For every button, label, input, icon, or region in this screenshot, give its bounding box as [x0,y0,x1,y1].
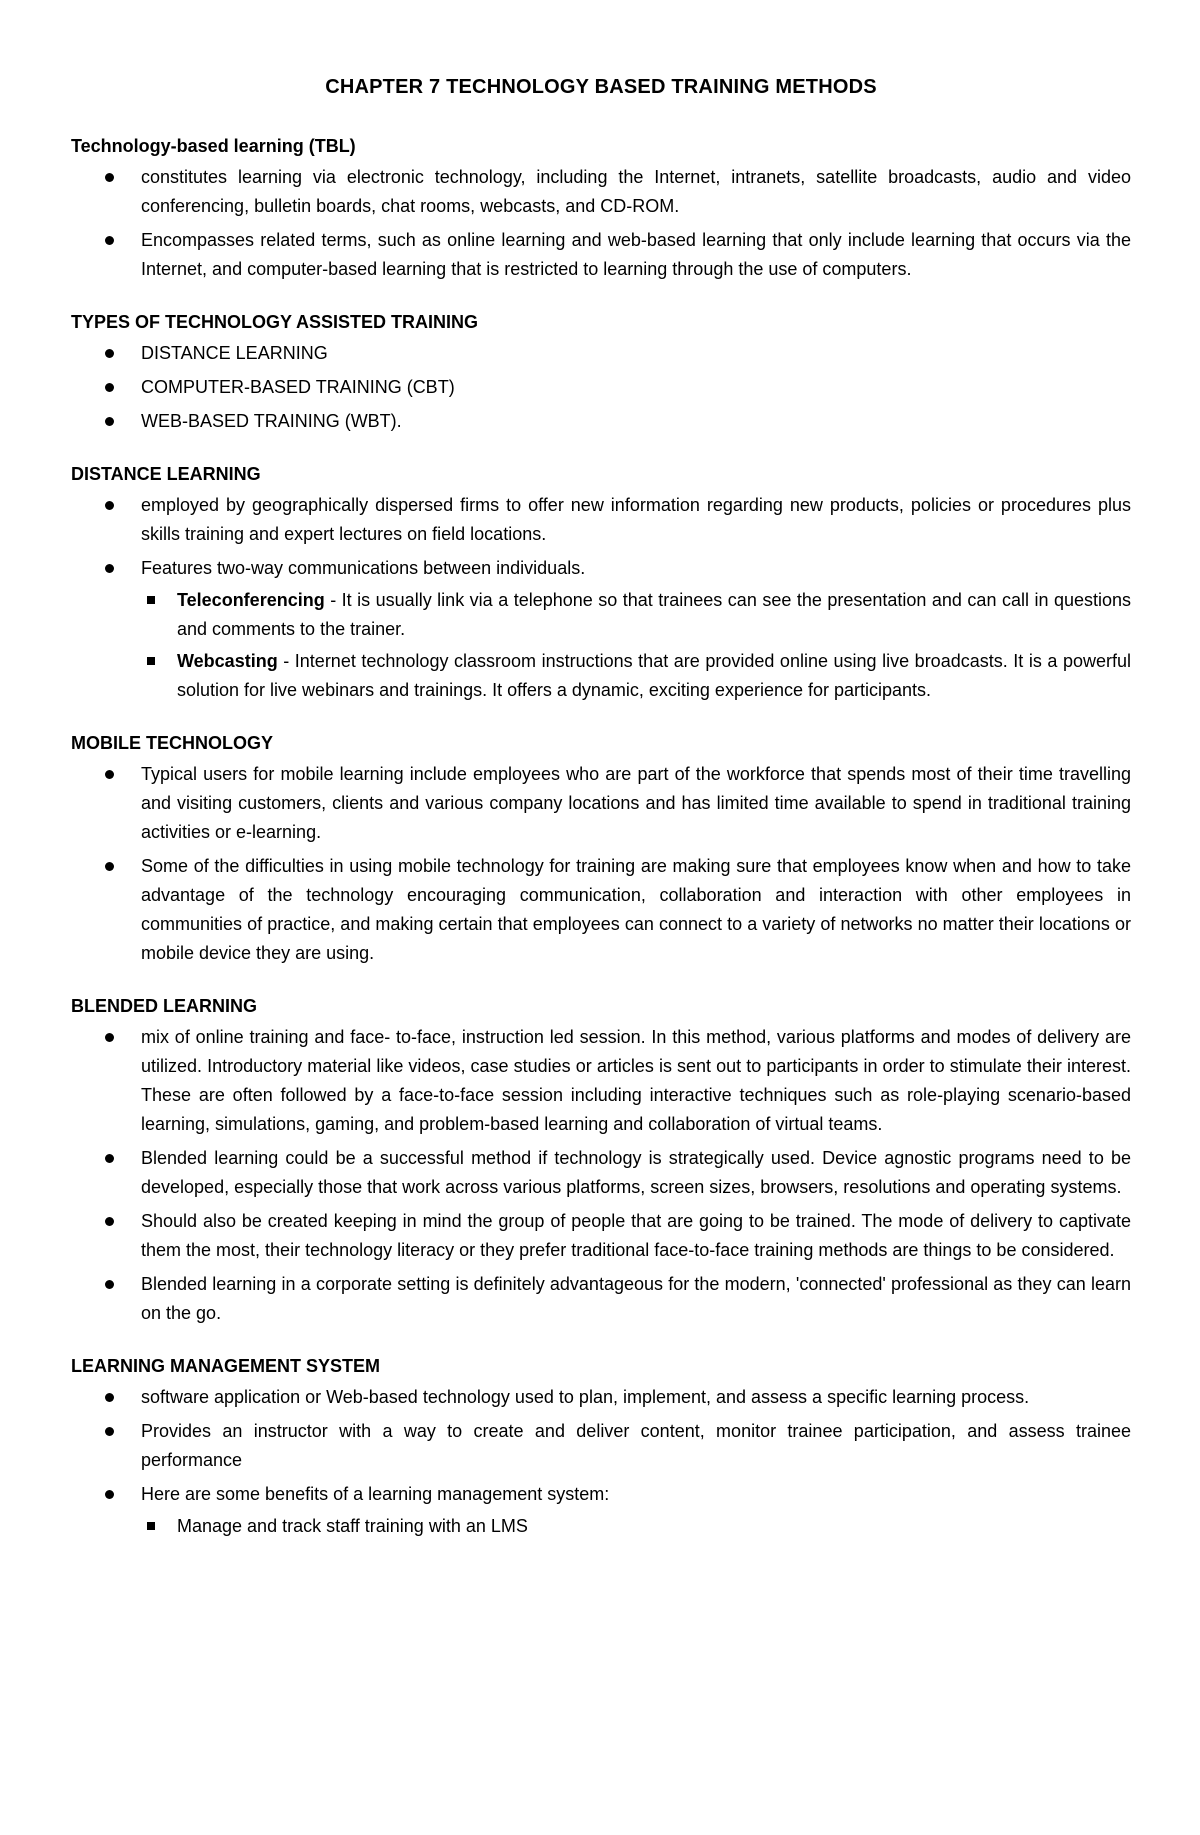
list-item: Blended learning could be a successful method if technology is strategically used. Device agnostic programs need to be developed, especially those that work across various platforms, screen sizes, browsers, resolutions and operating systems. [71,1144,1131,1202]
bullet-icon [105,173,114,182]
section-distance-learning [71,464,1131,705]
square-bullet-icon [147,657,155,665]
list-item: software application or Web-based technology used to plan, implement, and assess a specific learning process. [71,1383,1131,1412]
section-heading: LEARNING MANAGEMENT SYSTEM [71,1356,381,1376]
bullet-list [71,1383,1131,1541]
list-item: constitutes learning via electronic technology, including the Internet, intranets, satellite broadcasts, audio and video conferencing, bulletin boards, chat rooms, webcasts, and CD-ROM. [71,163,1131,221]
list-item: WEB-BASED TRAINING (WBT). [71,407,1131,436]
bullet-list [71,1023,1131,1328]
list-item: Here are some benefits of a learning management system: Manage and track staff training with an LMS [71,1480,1131,1541]
list-item: Provides an instructor with a way to create and deliver content, monitor trainee participation, and assess trainee performance [71,1417,1131,1475]
sub-bullet-list [141,586,1131,705]
list-item: Encompasses related terms, such as online learning and web-based learning that only include learning that occurs via the Internet, and computer-based learning that is restricted to learning through the use of computers. [71,226,1131,284]
bullet-icon [105,1427,114,1436]
sub-bullet-list [141,1512,1131,1541]
list-item: Some of the difficulties in using mobile technology for training are making sure that employees know when and how to take advantage of the technology encouraging communication, collaboration and interaction with other employees in communities of practice, and making certain that employees can connect to a variety of networks no matter their locations or mobile device they are using. [71,852,1131,968]
bullet-icon [105,349,114,358]
bullet-list [71,491,1131,705]
bullet-icon [105,417,114,426]
section-heading: Technology-based learning (TBL) [71,136,356,156]
square-bullet-icon [147,596,155,604]
bullet-list [71,760,1131,968]
sub-list-item: Webcasting - Internet technology classroom instructions that are provided online using live broadcasts. It is a powerful solution for live webinars and trainings. It offers a dynamic, exciting experience for participants. [141,647,1131,705]
list-item: Blended learning in a corporate setting is definitely advantageous for the modern, 'connected' professional as they can learn on the go. [71,1270,1131,1328]
section-heading: BLENDED LEARNING [71,996,258,1016]
page-title: CHAPTER 7 TECHNOLOGY BASED TRAINING METHODS [325,76,877,98]
list-item: Typical users for mobile learning include employees who are part of the workforce that spends most of their time travelling and visiting customers, clients and various company locations and has limited time available to spend in traditional training activities or e-learning. [71,760,1131,847]
bullet-icon [105,1393,114,1402]
document-page [71,70,1131,1569]
section-heading: MOBILE TECHNOLOGY [71,733,273,753]
bullet-icon [105,236,114,245]
list-item: Should also be created keeping in mind the group of people that are going to be trained. The mode of delivery to captivate them the most, their technology literacy or they prefer traditional face-to-face training methods are things to be considered. [71,1207,1131,1265]
bullet-icon [105,383,114,392]
list-item: Features two-way communications between individuals. Teleconferencing - It is usually link via a telephone so that trainees can see the presentation and can call in questions and comments to the trainer. Webcasting - Internet technology classroom instructions that are provided online using live broadcasts. It is a powerful solution for live webinars and trainings. It offers a dynamic, exciting experience for participants. [71,554,1131,705]
section-blended-learning [71,996,1131,1328]
bullet-icon [105,1280,114,1289]
sub-list-item: Teleconferencing - It is usually link via a telephone so that trainees can see the presentation and can call in questions and comments to the trainer. [141,586,1131,644]
bullet-icon [105,564,114,573]
list-item: DISTANCE LEARNING [71,339,1131,368]
square-bullet-icon [147,1522,155,1530]
bullet-list [71,163,1131,284]
bullet-icon [105,1033,114,1042]
section-types [71,312,1131,436]
bullet-list [71,339,1131,436]
sub-list-item: Manage and track staff training with an LMS [141,1512,1131,1541]
bullet-icon [105,770,114,779]
bullet-icon [105,1217,114,1226]
bullet-icon [105,1490,114,1499]
list-item: employed by geographically dispersed firms to offer new information regarding new products, policies or procedures plus skills training and expert lectures on field locations. [71,491,1131,549]
bullet-icon [105,501,114,510]
section-heading: DISTANCE LEARNING [71,464,261,484]
section-heading: TYPES OF TECHNOLOGY ASSISTED TRAINING [71,312,479,332]
list-item: COMPUTER-BASED TRAINING (CBT) [71,373,1131,402]
list-item: mix of online training and face- to-face, instruction led session. In this method, various platforms and modes of delivery are utilized. Introductory material like videos, case studies or articles is sent out to participants in order to stimulate their interest. These are often followed by a face-to-face session including interactive techniques such as role-playing scenario-based learning, simulations, gaming, and problem-based learning and collaboration of virtual teams. [71,1023,1131,1139]
bullet-icon [105,862,114,871]
section-tbl [71,136,1131,284]
section-lms [71,1356,1131,1541]
bullet-icon [105,1154,114,1163]
section-mobile-technology [71,733,1131,968]
